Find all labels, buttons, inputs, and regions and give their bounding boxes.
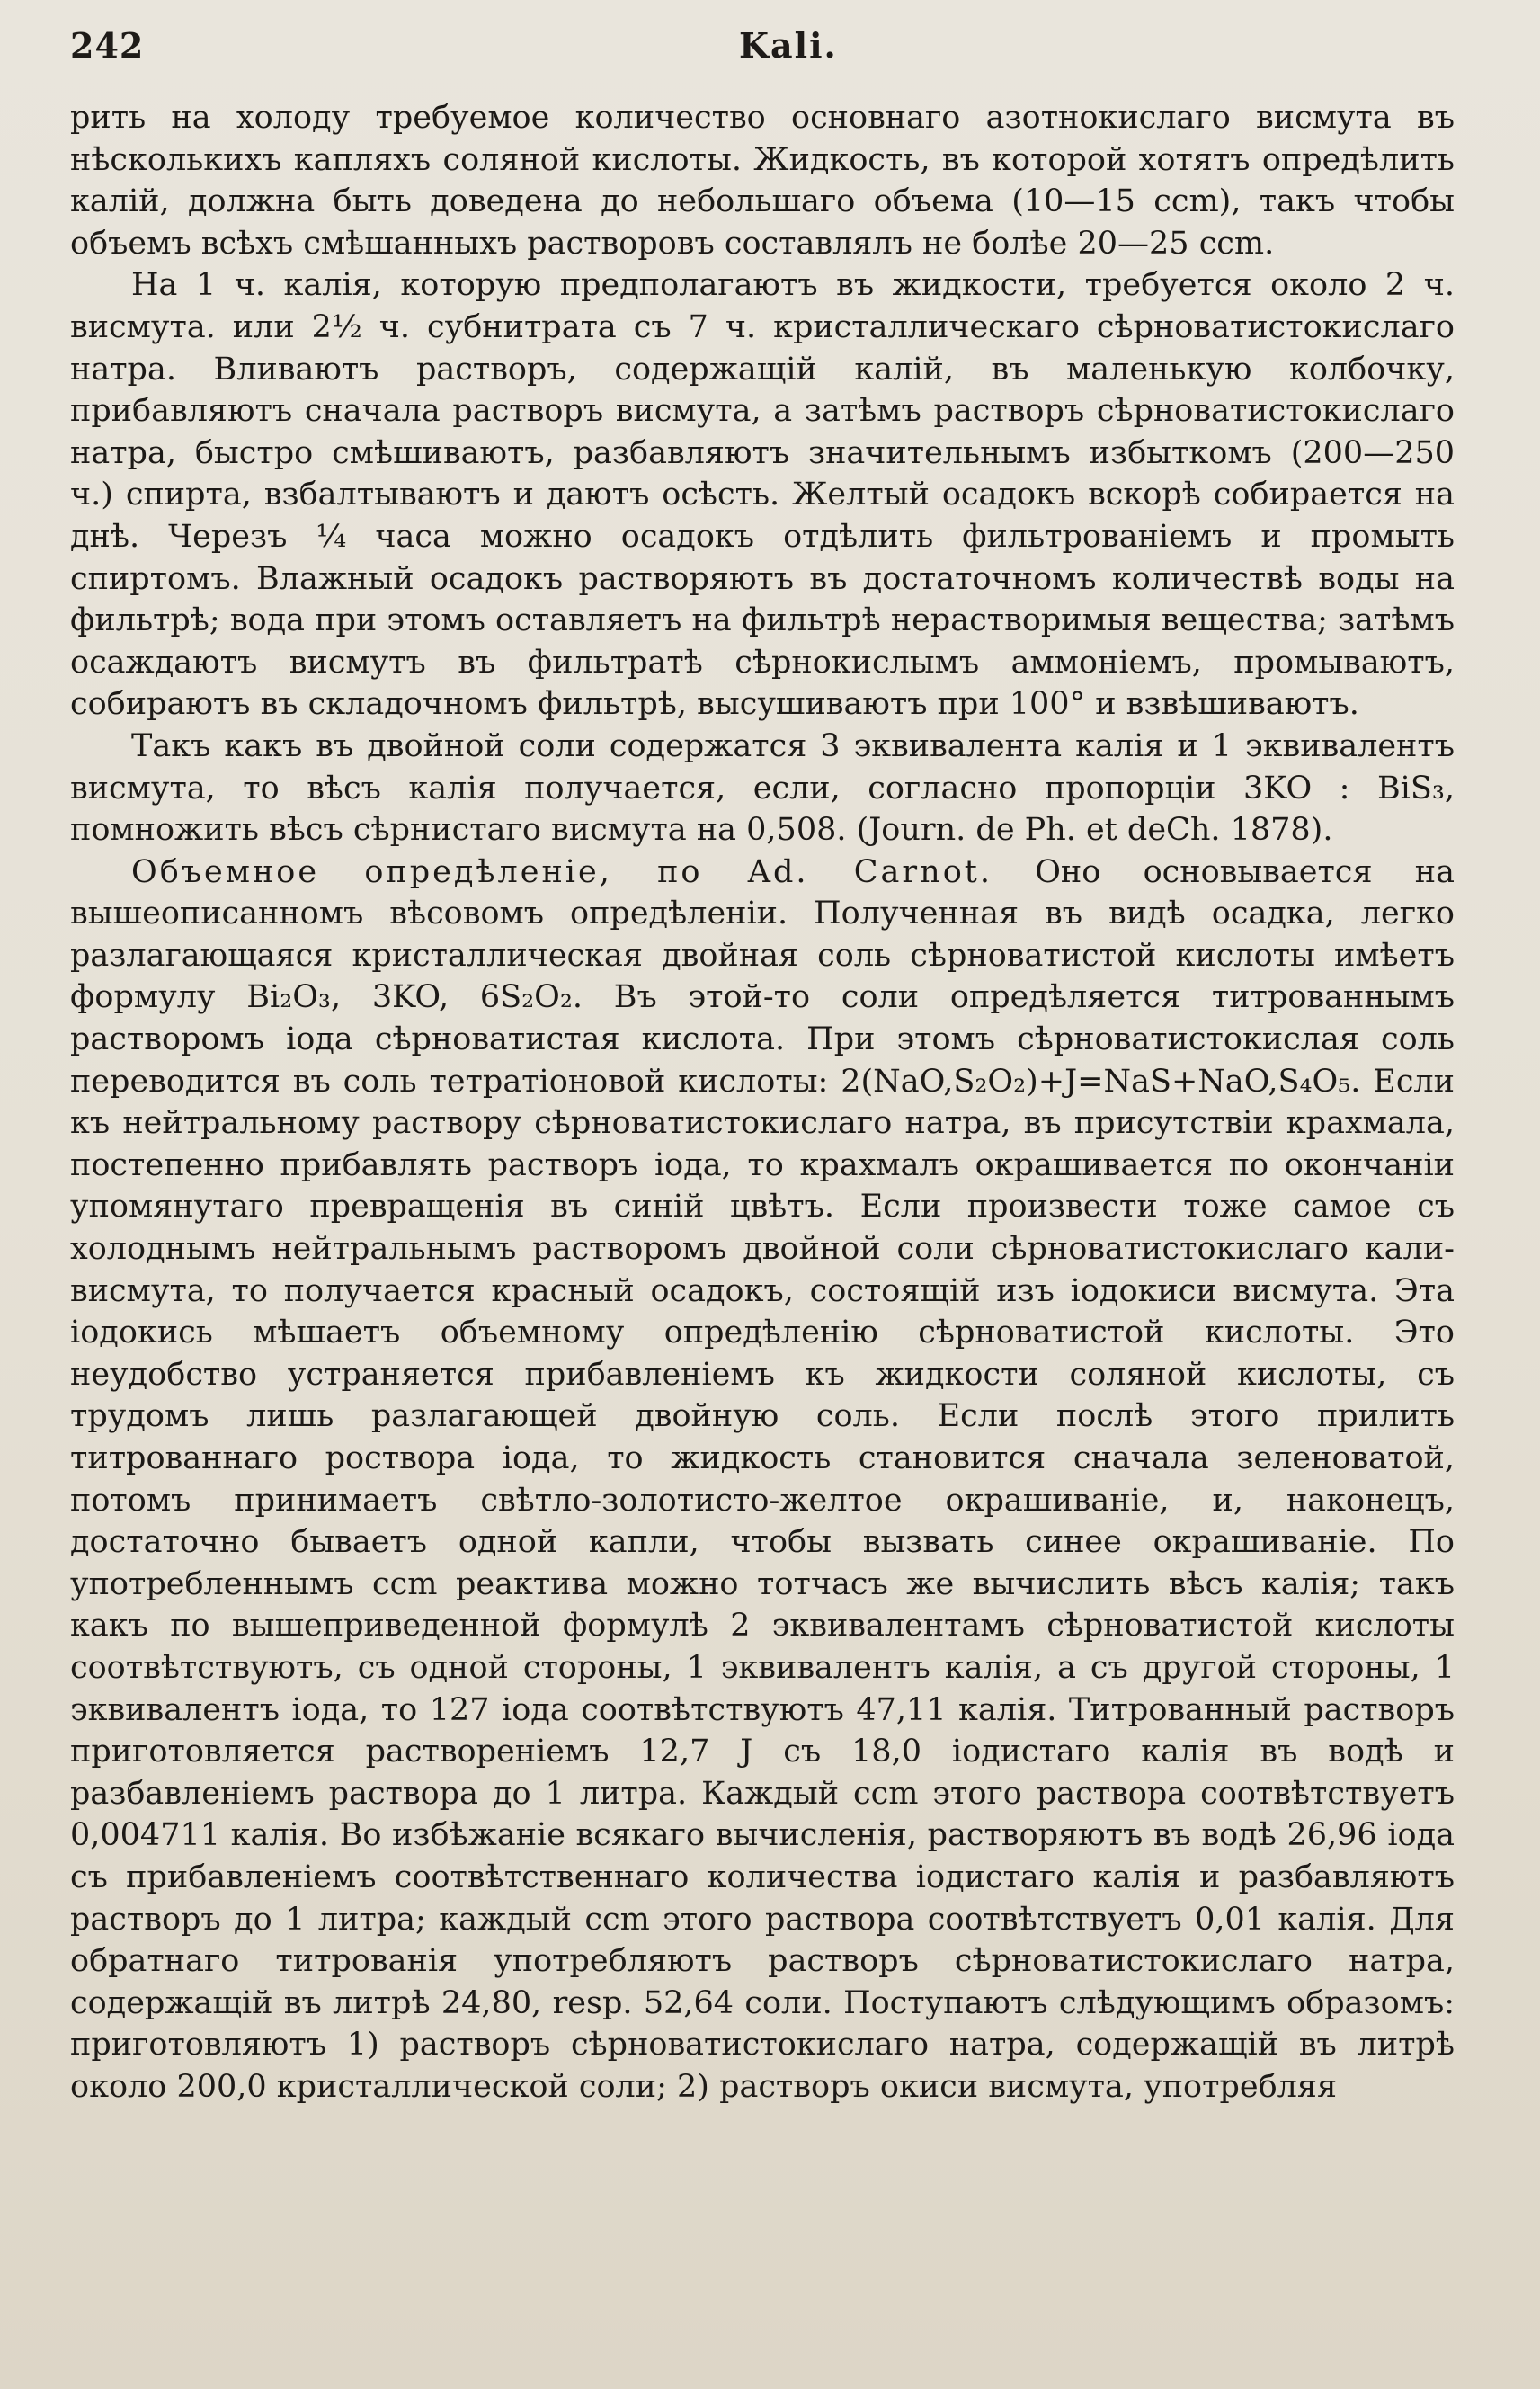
running-title: Kali. [739,25,838,66]
page-number: 242 [70,25,145,66]
paragraph-weight-method: На 1 ч. калія, которую предполагаютъ въ жидкости, требуется около 2 ч. висмута. или 2½ ч. субнитрата съ 7 ч. кристаллическаго сѣрноватистокислаго натра. Вливаютъ растворъ, содержащій калій, въ маленькую колбочку, прибавляютъ сначала растворъ висмута, а затѣмъ растворъ сѣрноватистокислаго натра, быстро смѣшиваютъ, разбавляютъ значительнымъ избыткомъ (200—250 ч.) спирта, взбалтываютъ и даютъ осѣсть. Желтый осадокъ вскорѣ собирается на днѣ. Черезъ ¼ часа можно осадокъ отдѣлить фильтрованіемъ и промыть спиртомъ. Влажный осадокъ растворяютъ въ достаточномъ количествѣ воды на фильтрѣ; вода при этомъ оставляетъ на фильтрѣ нерастворимыя вещества; затѣмъ осаждаютъ висмутъ въ фильтратѣ сѣрнокислымъ аммоніемъ, промываютъ, собираютъ въ складочномъ фильтрѣ, высушиваютъ при 100° и взвѣшиваютъ. [70,267,1455,723]
paragraph-volumetric [70,851,1455,2108]
body-text [70,97,1455,2363]
paragraph-continuation: рить на холоду требуемое количество основнаго азотнокислаго висмута въ нѣсколькихъ капляхъ соляной кислоты. Жидкость, въ которой хотятъ опредѣлить калій, должна быть доведена до небольшаго объема (10—15 ccm), такъ чтобы объемъ всѣхъ смѣшанныхъ растворовъ составлялъ не болѣе 20—25 ccm. [70,100,1455,262]
section-lead: Объемное опредѣленіе, по Ad. Carnot. [131,853,993,890]
volumetric-text: Оно основывается на вышеописанномъ вѣсовомъ опредѣленіи. Полученная въ видѣ осадка, легко разлагающаяся кристаллическая двойная соль сѣрноватистой кислоты имѣетъ формулу Bi₂O₃, 3KO, 6S₂O₂. Въ этой-то соли опредѣляется титрованнымъ растворомъ іода сѣрноватистая кислота. При этомъ сѣрноватистокислая соль переводится въ соль тетратіоновой кислоты: 2(NaO,S₂O₂)+J=NaS+NaO,S₄O₅. Если къ нейтральному раствору сѣрноватистокислаго натра, въ присутствіи крахмала, постепенно прибавлять растворъ іода, то крахмалъ окрашивается по окончаніи упомянутаго превращенія въ синій цвѣтъ. Если произвести тоже самое съ холоднымъ нейтральнымъ растворомъ двойной соли сѣрноватистокислаго кали-висмута, то получается красный осадокъ, состоящій изъ іодокиси висмута. Эта іодокись мѣшаетъ объемному опредѣленію сѣрноватистой кислоты. Это неудобство устраняется прибавленіемъ къ жидкости соляной кислоты, съ трудомъ лишь разлагающей двойную соль. Если послѣ этого прилить титрованнаго роствора іода, то жидкость становится сначала зеленоватой, потомъ принимаетъ свѣтло-золотисто-желтое окрашиваніе, и, наконецъ, достаточно бываетъ одной капли, чтобы вызвать синее окрашиваніе. По употребленнымъ ccm реактива можно тотчасъ же вычислить вѣсъ калія; такъ какъ по вышеприведенной формулѣ 2 эквивалентамъ сѣрноватистой кислоты соотвѣтствуютъ, съ одной стороны, 1 эквивалентъ калія, а съ другой стороны, 1 эквивалентъ іода, то 127 іода соотвѣтствуютъ 47,11 калія. Титрованный растворъ приготовляется раствореніемъ 12,7 J съ 18,0 іодистаго калія въ водѣ и разбавленіемъ раствора до 1 литра. Каждый ccm этого раствора соотвѣтствуетъ 0,004711 калія. Во избѣжаніе всякаго вычисленія, растворяютъ въ водѣ 26,96 іода съ прибавленіемъ соотвѣтственнаго количества іодистаго калія и разбавляютъ растворъ до 1 литра; каждый ccm этого раствора соотвѣтствуетъ 0,01 калія. Для обратнаго титрованія употребляютъ растворъ сѣрноватистокислаго натра, содержащій въ литрѣ 24,80, resp. 52,64 соли. Поступаютъ слѣдующимъ образомъ: приготовляютъ 1) растворъ сѣрноватистокислаго натра, содержащій въ литрѣ около 200,0 кристаллической соли; 2) растворъ окиси висмута, употребляя [70,853,1455,2105]
paragraph-proportion: Такъ какъ въ двойной соли содержатся 3 эквивалента калія и 1 эквивалентъ висмута, то вѣсъ калія получается, если, согласно пропорціи 3KO : BiS₃, помножить вѣсъ сѣрнистаго висмута на 0,508. (Journ. de Ph. et deCh. 1878). [70,727,1455,849]
page-header [70,25,1455,79]
